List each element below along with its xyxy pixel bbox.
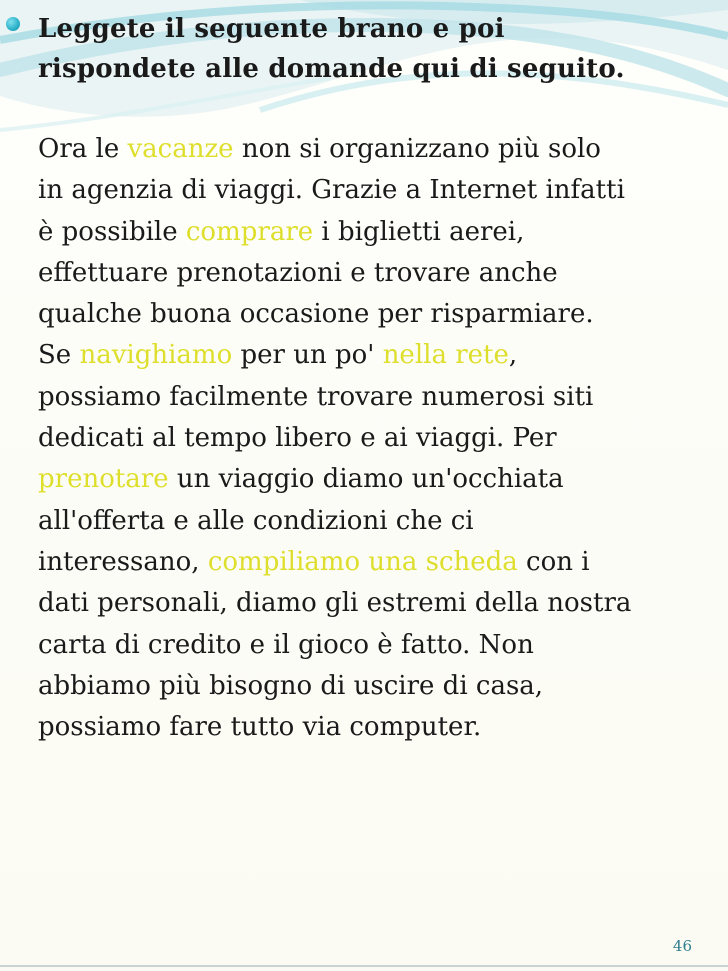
passage-text: possiamo fare tutto via computer. <box>38 712 482 743</box>
passage-text: per un po' <box>232 340 383 371</box>
passage-line <box>38 459 718 500</box>
page-number: 46 <box>672 937 692 955</box>
passage-text: un viaggio diamo un'occhiata <box>168 464 564 495</box>
passage-line <box>38 377 718 418</box>
passage-line <box>38 707 718 748</box>
passage-text: Ora le <box>38 134 128 164</box>
highlighted-term: navighiamo <box>79 340 233 371</box>
heading-line: Leggete il seguente brano e poi <box>38 14 505 44</box>
passage-text: non si organizzano più solo <box>233 134 601 164</box>
passage-line <box>38 129 718 170</box>
passage-text: in agenzia di viaggi. Grazie a Internet infatti <box>38 175 625 206</box>
passage-text: all'offerta e alle condizioni che ci <box>38 505 474 536</box>
highlighted-term: comprare <box>185 216 314 247</box>
passage-line <box>38 212 718 253</box>
passage-text: dati personali, diamo gli estremi della nostra <box>38 588 632 619</box>
passage-text: effettuare prenotazioni e trovare anche <box>38 257 558 288</box>
passage-text: è possibile <box>38 216 186 247</box>
passage-text: i biglietti aerei, <box>313 216 525 247</box>
highlighted-term: vacanze <box>127 134 234 164</box>
passage-text: carta di credito e il gioco è fatto. Non <box>38 629 534 660</box>
passage-line <box>38 418 718 459</box>
passage-line <box>38 335 718 376</box>
slide-content <box>38 9 718 748</box>
highlighted-term: compiliamo una scheda <box>207 546 518 577</box>
passage-text: interessano, <box>38 546 208 577</box>
passage-text: con i <box>517 546 590 577</box>
passage-line <box>38 625 718 666</box>
heading-line: rispondete alle domande qui di seguito. <box>38 54 625 84</box>
highlighted-term: nella rete <box>382 340 509 371</box>
passage-text: qualche buona occasione per risparmiare. <box>38 299 594 330</box>
passage-text: , <box>508 340 518 371</box>
passage-text: possiamo facilmente trovare numerosi siti <box>38 381 594 412</box>
passage-line <box>38 666 718 707</box>
passage-text: abbiamo più bisogno di uscire di casa, <box>38 670 544 701</box>
passage-text: dedicati al tempo libero e ai viaggi. Per <box>38 423 557 454</box>
passage-line <box>38 170 718 211</box>
passage-line <box>38 253 718 294</box>
passage-line <box>38 294 718 335</box>
passage-line <box>38 501 718 542</box>
passage-line <box>38 542 718 583</box>
bullet-dot-icon <box>6 17 20 31</box>
slide-heading <box>38 9 718 89</box>
highlighted-term: prenotare <box>38 464 169 495</box>
passage-text: Se <box>38 340 80 371</box>
passage-line <box>38 583 718 624</box>
bottom-rule <box>0 965 728 967</box>
reading-passage <box>38 129 718 748</box>
